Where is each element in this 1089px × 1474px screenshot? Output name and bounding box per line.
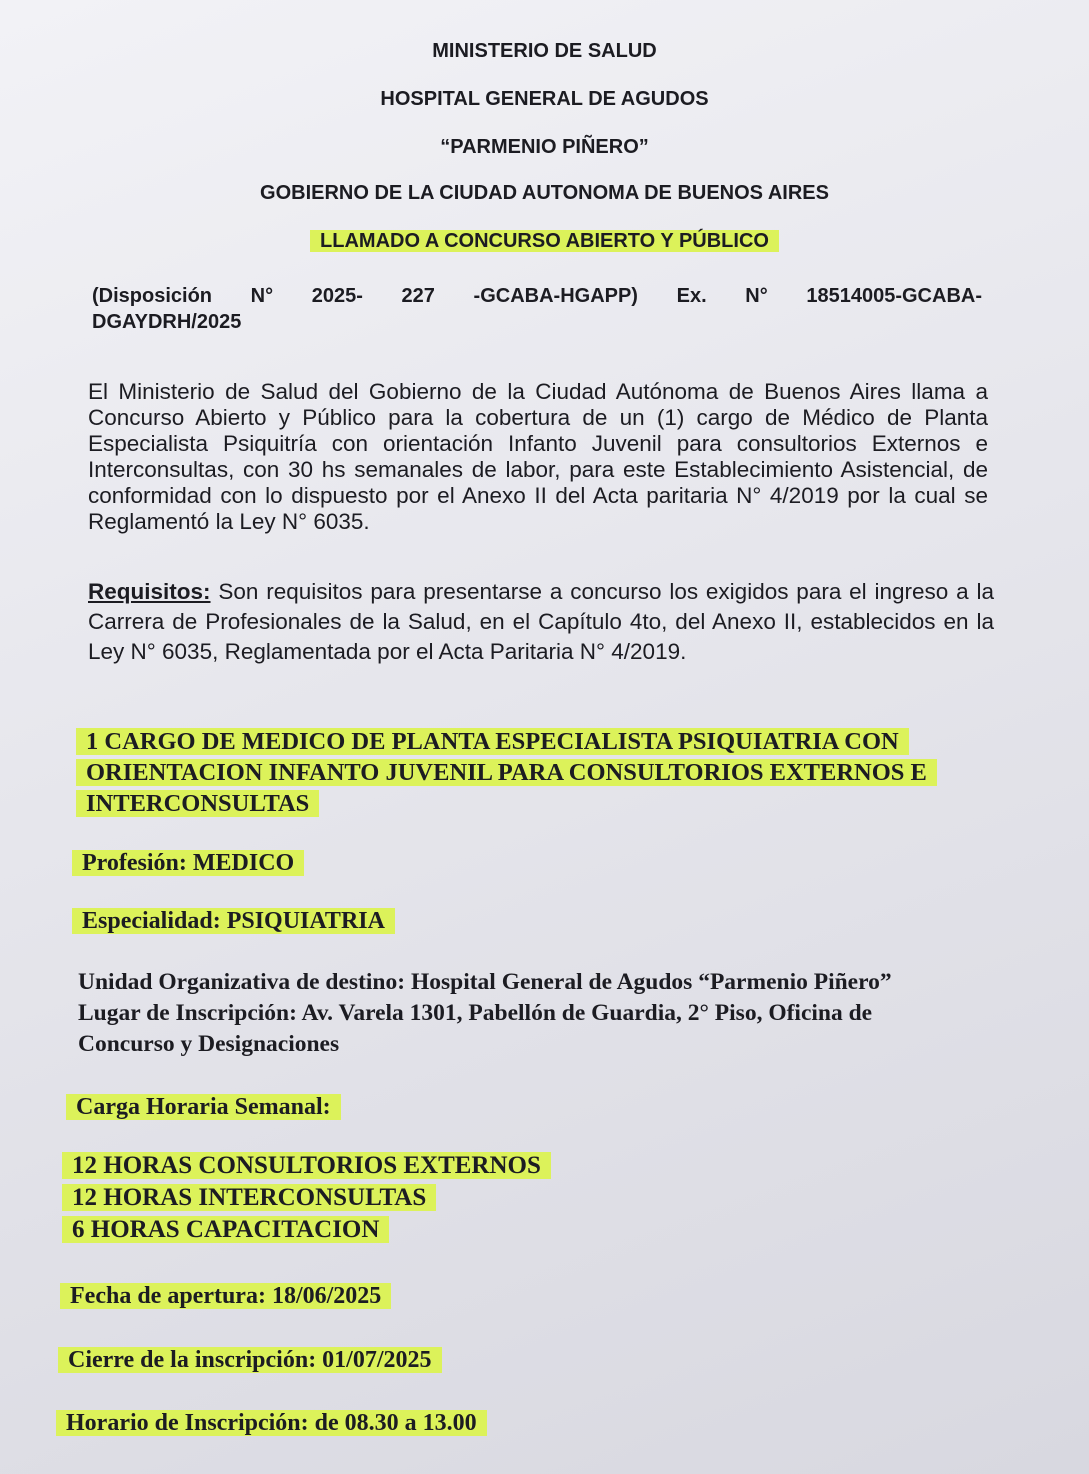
specialty-line [72, 908, 395, 935]
profession-line [72, 850, 304, 877]
disposition-line-2: DGAYDRH/2025 [92, 311, 242, 333]
hours-list [62, 1150, 551, 1246]
weekly-load-label: Carga Horaria Semanal: [66, 1094, 341, 1120]
hours-item-3: 6 HORAS CAPACITACION [62, 1216, 389, 1243]
registration-place-line-2: Concurso y Designaciones [78, 1031, 340, 1057]
opening-date-line [60, 1283, 391, 1310]
position-line-2: ORIENTACION INFANTO JUVENIL PARA CONSULTORIOS EXTERNOS E [76, 759, 937, 786]
weekly-load-line [66, 1094, 341, 1121]
requirements-text: Son requisitos para presentarse a concurso los exigidos para el ingreso a la Carrera de Profesionales de la Salud, en el Capítulo 4to, del Anexo II, establecidos en la Ley N° 6035, Reglamentada por el Acta Paritaria N° 4/2019. [88, 579, 994, 664]
call-title-text: LLAMADO A CONCURSO ABIERTO Y PÚBLICO [310, 230, 779, 252]
registration-hours: Horario de Inscripción: de 08.30 a 13.00 [56, 1410, 487, 1436]
requirements-paragraph [88, 577, 994, 667]
profession-text: Profesión: MEDICO [72, 850, 304, 876]
registration-hours-line [56, 1410, 487, 1437]
call-title [0, 230, 1089, 253]
position-title [76, 726, 1016, 819]
specialty-text: Especialidad: PSIQUIATRIA [72, 908, 395, 934]
closing-date-line [58, 1347, 442, 1374]
hours-item-2: 12 HORAS INTERCONSULTAS [62, 1184, 436, 1211]
hospital-heading: HOSPITAL GENERAL DE AGUDOS [380, 88, 709, 110]
hospital-name-heading: “PARMENIO PIÑERO” [440, 136, 649, 158]
intro-paragraph: El Ministerio de Salud del Gobierno de la Ciudad Autónoma de Buenos Aires llama a Concurso Abierto y Público para la cobertura de un (1) cargo de Médico de Planta Especialista Psiquitría con orientación Infanto Juvenil para consultorios Externos e Interconsultas, con 30 hs semanales de labor, para este Establecimiento Asistencial, de conformidad con lo dispuesto por el Anexo II del Acta paritaria N° 4/2019 por la cual se Reglamentó la Ley N° 6035. [88, 379, 988, 534]
disposition-reference [92, 283, 982, 335]
requirements-label: Requisitos: [88, 579, 211, 604]
ministry-heading: MINISTERIO DE SALUD [432, 40, 657, 62]
org-unit: Unidad Organizativa de destino: Hospital General de Agudos “Parmenio Piñero” [78, 969, 892, 995]
registration-place-line-1: Lugar de Inscripción: Av. Varela 1301, Pabellón de Guardia, 2° Piso, Oficina de [78, 1000, 873, 1026]
government-heading: GOBIERNO DE LA CIUDAD AUTONOMA DE BUENOS AIRES [260, 182, 829, 204]
opening-date: Fecha de apertura: 18/06/2025 [60, 1283, 391, 1309]
org-unit-block [78, 967, 1028, 1060]
position-line-3: INTERCONSULTAS [76, 790, 319, 817]
position-line-1: 1 CARGO DE MEDICO DE PLANTA ESPECIALISTA PSIQUIATRIA CON [76, 728, 909, 755]
hours-item-1: 12 HORAS CONSULTORIOS EXTERNOS [62, 1152, 551, 1179]
disposition-line-1: (Disposición N° 2025- 227 -GCABA-HGAPP) Ex. N° 18514005-GCABA- [92, 285, 982, 307]
closing-date: Cierre de la inscripción: 01/07/2025 [58, 1347, 442, 1373]
